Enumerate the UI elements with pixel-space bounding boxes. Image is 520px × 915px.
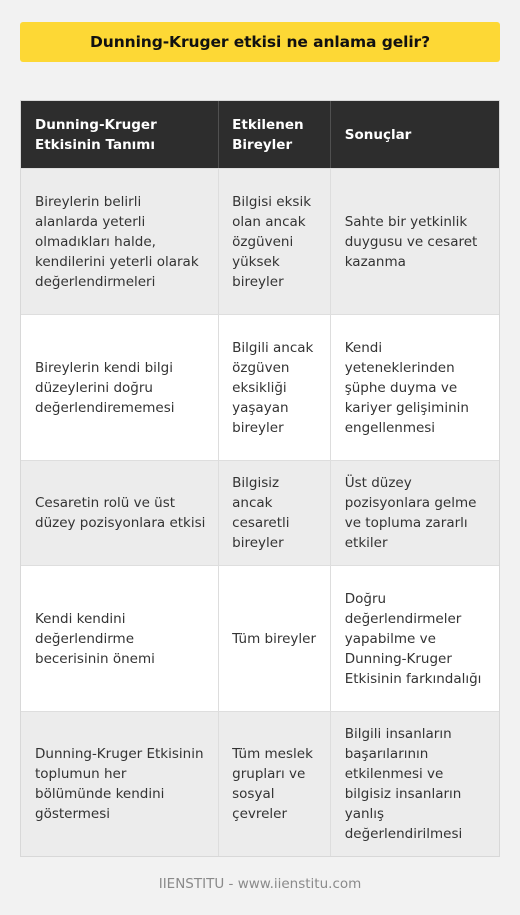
page-title: Dunning-Kruger etkisi ne anlama gelir? xyxy=(90,33,430,51)
cell-affected: Bilgisiz ancak cesaretli bireyler xyxy=(218,461,330,565)
table-row xyxy=(21,565,499,711)
info-table xyxy=(20,100,500,857)
header-definition: Dunning-Kruger Etkisinin Tanımı xyxy=(35,116,157,153)
table-row xyxy=(21,314,499,460)
cell-affected: Bilgisi eksik olan ancak özgüveni yüksek bireyler xyxy=(218,169,330,314)
cell-results: Kendi yeteneklerinden şüphe duyma ve kariyer gelişiminin engellenmesi xyxy=(330,315,499,460)
cell-results: Sahte bir yetkinlik duygusu ve cesaret kazanma xyxy=(330,169,499,314)
cell-definition: Dunning-Kruger Etkisinin toplumun her bölümünde kendini göstermesi xyxy=(35,746,204,822)
cell-results: Üst düzey pozisyonlara gelme ve topluma zararlı etkiler xyxy=(330,461,499,565)
cell-definition: Kendi kendini değerlendirme becerisinin önemi xyxy=(35,610,155,667)
header-affected: Etkilenen Bireyler xyxy=(218,101,330,168)
cell-affected: Bilgili ancak özgüven eksikliği yaşayan bireyler xyxy=(218,315,330,460)
table-row xyxy=(21,460,499,565)
table-row xyxy=(21,168,499,314)
table-header-row xyxy=(21,101,499,168)
cell-affected: Tüm meslek grupları ve sosyal çevreler xyxy=(218,712,330,856)
title-banner xyxy=(20,22,500,62)
cell-definition: Bireylerin belirli alanlarda yeterli olmadıkları halde, kendilerini yeterli olarak değerlendirmeleri xyxy=(35,193,199,290)
cell-results: Bilgili insanların başarılarının etkilenmesi ve bilgisiz insanların yanlış değerlendirilmesi xyxy=(330,712,499,856)
cell-affected: Tüm bireyler xyxy=(218,566,330,711)
cell-results: Doğru değerlendirmeler yapabilme ve Dunning-Kruger Etkisinin farkındalığı xyxy=(330,566,499,711)
header-results: Sonuçlar xyxy=(330,101,499,168)
table-row xyxy=(21,711,499,856)
cell-definition: Bireylerin kendi bilgi düzeylerini doğru değerlendirememesi xyxy=(35,359,175,416)
footer-credit: IIENSTITU - www.iienstitu.com xyxy=(158,876,362,892)
cell-definition: Cesaretin rolü ve üst düzey pozisyonlara etkisi xyxy=(35,495,206,531)
